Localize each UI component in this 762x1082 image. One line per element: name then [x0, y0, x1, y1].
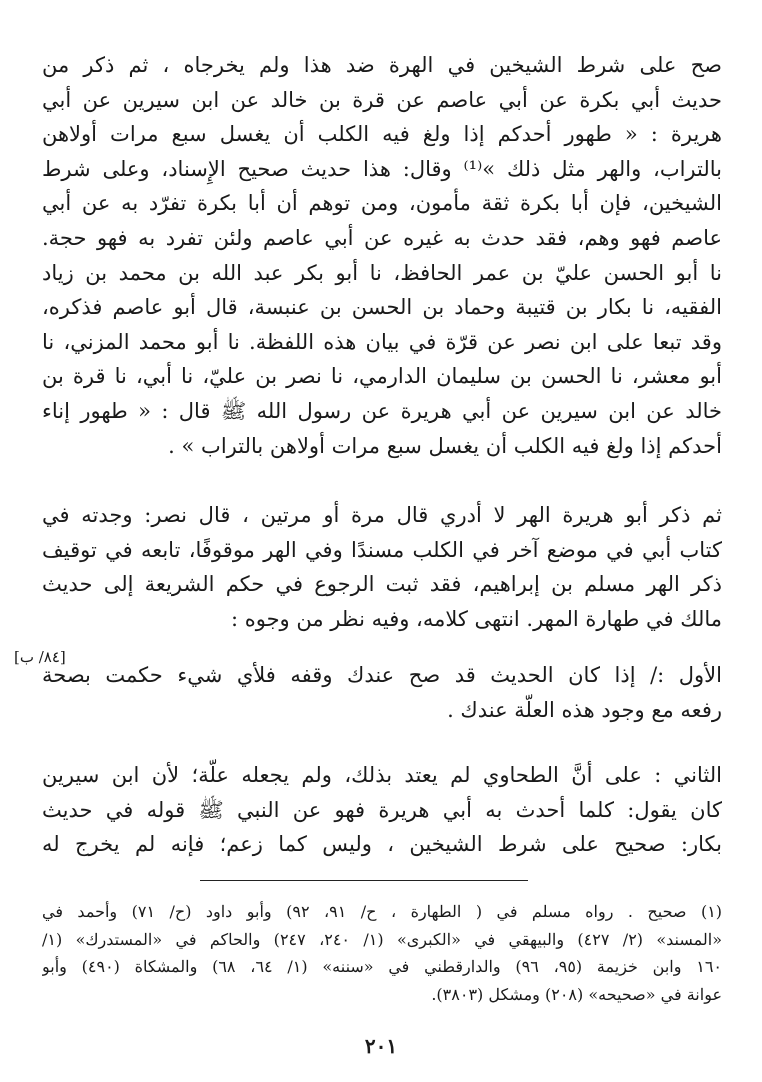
text-line: أبو معشر، نا الحسن بن سليمان الدارمي، نا نصر بن عليّ، نا أبي، نا قرة بن	[42, 364, 722, 389]
text-line: بكار: صحيح على شرط الشيخين ، وليس كما زعم؛ فإنه لم يخرج له	[42, 832, 722, 857]
text-line: الفقيه، نا بكار بن قتيبة وحماد بن الحسن بن عنبسة، قال أبو عاصم فذكره،	[42, 295, 722, 320]
paragraph-4	[42, 758, 722, 862]
text-line: الشيخين، فإن أبا بكرة ثقة مأمون، ومن توهم أن أبا بكرة تفرّد به عن أبي	[42, 191, 722, 216]
footnote-line: (١) صحيح . رواه مسلم في ( الطهارة ، ح/ ٩١، ٩٢) وأبو داود (ح/ ٧١) وأحمد في	[42, 902, 722, 921]
text-line: أحدكم إذا ولغ فيه الكلب أن يغسل سبع مرات أولاهن بالتراب » .	[168, 433, 722, 458]
text-line: ثم ذكر أبو هريرة الهر لا أدري قال مرة أو مرتين ، قال نصر: وجدته في	[42, 503, 722, 527]
text-line: حديث أبي بكرة عن أبي عاصم عن قرة بن خالد عن ابن سيرين عن أبي	[42, 87, 722, 112]
footnote-line: ١٦٠ وابن خزيمة (٩٥، ٩٦) والدارقطني في «سننه» (١/ ٦٤، ٦٨) والمشكاة (٤٩٠) وأبو	[42, 957, 722, 976]
text-line: الثاني : على أنَّ الطحاوي لم يعتد بذلك، ولم يجعله علّة؛ لأن ابن سيرين	[42, 763, 722, 787]
paragraph-1	[42, 48, 722, 463]
text-line: نا أبو الحسن عليّ بن عمر الحافظ، نا أبو بكر عبد الله بن محمد بن زياد	[42, 260, 722, 285]
text-line: بالتراب، والهر مثل ذلك »⁽¹⁾ وقال: هذا حديث صحيح الإِسناد، وعلى شرط	[42, 156, 722, 181]
text-line: الأول :/ إذا كان الحديث قد صح عندك وقفه فلأي شيء حكمت بصحة	[42, 663, 722, 687]
footnote-line: عوانة في «صحيحه» (٢٠٨) ومشكل (٣٨٠٣).	[431, 984, 722, 1004]
text-line: صح على شرط الشيخين في الهرة ضد هذا ولم يخرجاه ، ثم ذكر من	[42, 53, 722, 77]
text-line: كتاب أبي في موضع آخر في الكلب مسندًا وفي الهر موقوفًا، تابعه في توقيف	[42, 537, 722, 562]
text-line: خالد عن ابن سيرين عن أبي هريرة عن رسول الله ﷺ قال : « طهور إناء	[42, 398, 722, 423]
text-line: ذكر الهر مسلم بن إبراهيم، فقد ثبت الرجوع في حكم الشريعة إلى حديث	[42, 572, 722, 597]
footnote-separator	[200, 880, 528, 881]
text-line: رفعه مع وجود هذه العلّة عندك .	[447, 697, 722, 722]
text-line: وقد تبعا على ابن نصر عن قرّة في بيان هذه اللفظة. نا أبو محمد المزني، نا	[42, 329, 722, 354]
text-line: هريرة : « طهور أحدكم إذا ولغ فيه الكلب أن يغسل سبع مرات أولاهن	[42, 122, 722, 147]
page-number: ٢٠١	[364, 1034, 398, 1058]
manuscript-folio-marker: [٨٤/ ب]	[14, 648, 66, 666]
paragraph-2	[42, 498, 722, 636]
text-line: عاصم فهو وهم، فقد حدث به غيره عن أبي عاصم ولئن تفرد به فهو حجة.	[42, 225, 722, 250]
text-line: كان يقول: كلما أحدث به أبي هريرة فهو عن النبي ﷺ قوله في حديث	[42, 797, 722, 822]
footnotes	[42, 898, 722, 1008]
text-line: مالك في طهارة المهر. انتهى كلامه، وفيه نظر من وجوه :	[230, 606, 722, 631]
footnote-line: «المسند» (٢/ ٤٢٧) والبيهقي في «الكبرى» (١/ ٢٤٠، ٢٤٧) والحاكم في «المستدرك» (١/	[42, 929, 722, 949]
paragraph-3	[42, 658, 722, 727]
